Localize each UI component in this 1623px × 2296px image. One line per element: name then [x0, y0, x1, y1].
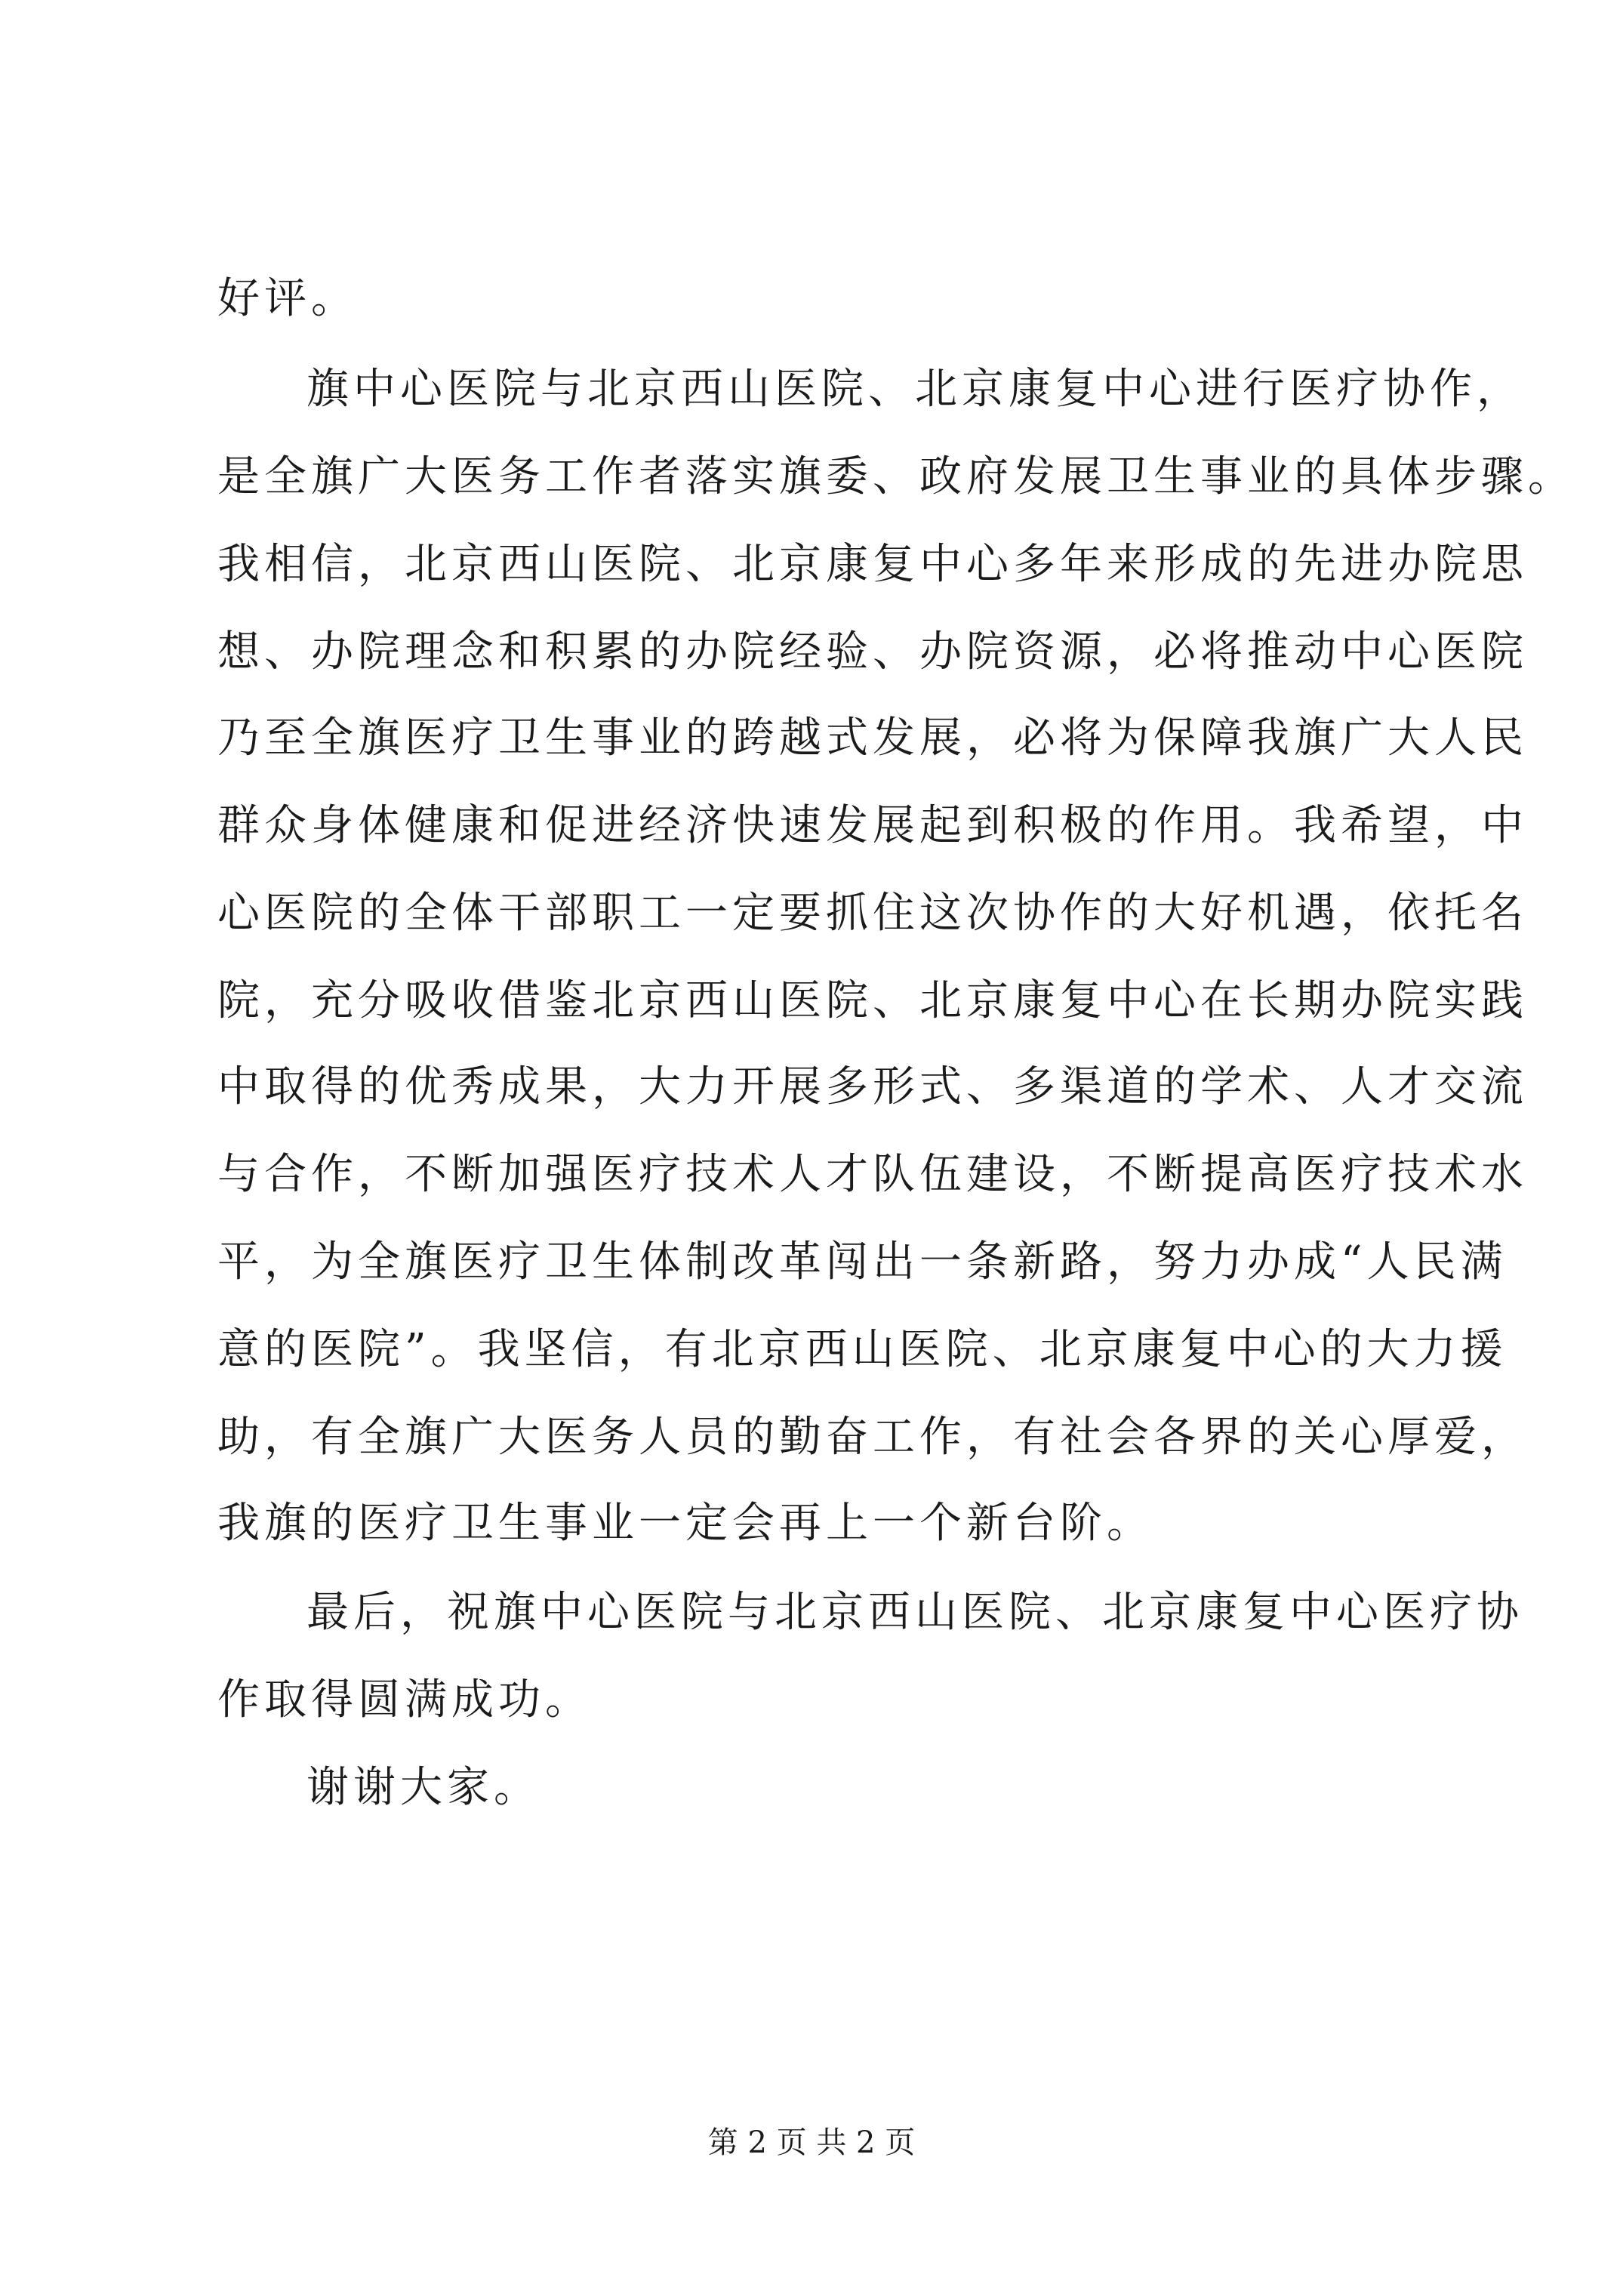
text-line-15: 我旗的医疗卫生事业一定会再上一个新台阶。 [217, 1499, 1153, 1548]
text-line-16: 最后，祝旗中心医院与北京西山医院、北京康复中心医疗协 [306, 1588, 1523, 1637]
text-line-7: 群众身体健康和促进经济快速发展起到积极的作用。我希望，中 [217, 801, 1528, 850]
text-line-9: 院，充分吸收借鉴北京西山医院、北京康复中心在长期办院实践 [217, 976, 1528, 1025]
page-footer: 第 2 页 共 2 页 [707, 2125, 916, 2160]
text-line-5: 想、办院理念和积累的办院经验、办院资源，必将推动中心医院 [217, 627, 1528, 676]
text-line-17: 作取得圆满成功。 [217, 1675, 592, 1724]
text-line-1: 好评。 [217, 274, 358, 323]
text-line-3: 是全旗广大医务工作者落实旗委、政府发展卫生事业的具体步骤。 [217, 452, 1575, 501]
text-line-6: 乃至全旗医疗卫生事业的跨越式发展，必将为保障我旗广大人民 [217, 713, 1528, 763]
text-line-14: 助，有全旗广大医务人员的勤奋工作，有社会各界的关心厚爱， [217, 1413, 1528, 1462]
text-line-10: 中取得的优秀成果，大力开展多形式、多渠道的学术、人才交流 [217, 1062, 1528, 1111]
text-line-13: 意的医院”。我坚信，有北京西山医院、北京康复中心的大力援 [217, 1325, 1508, 1374]
text-line-2: 旗中心医院与北京西山医院、北京康复中心进行医疗协作， [306, 365, 1523, 414]
text-line-4: 我相信，北京西山医院、北京康复中心多年来形成的先进办院思 [217, 540, 1528, 589]
text-line-11: 与合作，不断加强医疗技术人才队伍建设，不断提高医疗技术水 [217, 1150, 1528, 1199]
text-line-18: 谢谢大家。 [306, 1763, 540, 1812]
text-line-8: 心医院的全体干部职工一定要抓住这次协作的大好机遇，依托名 [217, 889, 1528, 938]
text-line-12: 平，为全旗医疗卫生体制改革闯出一条新路，努力办成“人民满 [217, 1237, 1508, 1287]
